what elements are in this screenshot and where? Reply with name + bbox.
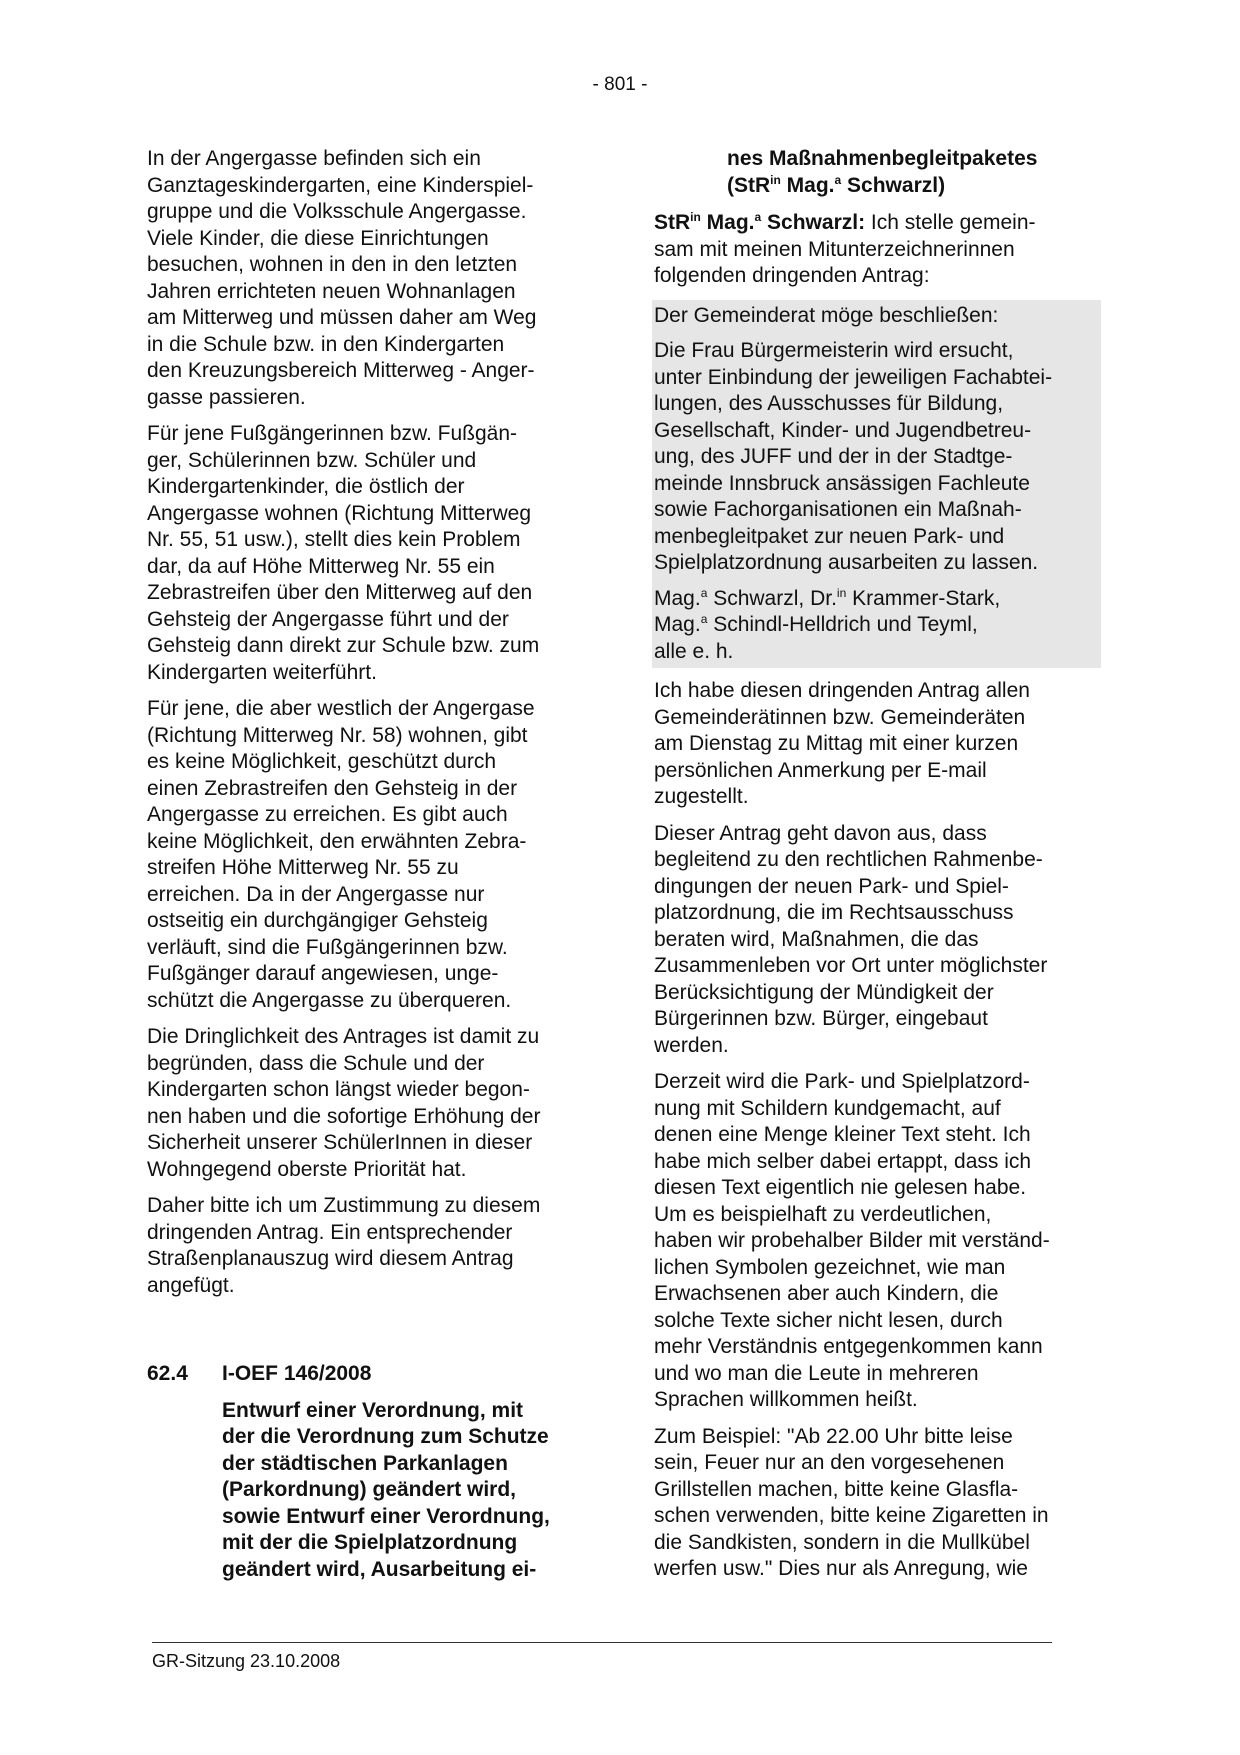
motion-box bbox=[652, 300, 1101, 669]
paragraph: Für jene Fußgängerinnen bzw. Fußgän- ger, Schülerinnen bzw. Schüler und Kindergartenkinder, die östlich der Angergasse wohnen (Richtung Mitterweg Nr. 55, 51 usw.), stellt dies kein Problem dar, da auf Höhe Mitterweg Nr. 55 ein Zebrastreifen über den Mitterweg auf den Gehsteig der Angergasse führt und der Gehsteig dann direkt zur Schule bzw. zum Kindergarten weiterführt. bbox=[147, 422, 540, 684]
paragraph: Ich habe diesen dringenden Antrag allen Gemeinderätinnen bzw. Gemeinderäten am Dienstag zu Mittag mit einer kurzen persönlichen Anmerkung per E-mail zugestellt. bbox=[654, 679, 1030, 808]
motion-signatures: Mag.$^a$ Schwarzl, Dr.$^{in}$ Krammer-Stark, Mag.$^a$ Schindl-Helldrich und Teyml, alle e. h. bbox=[654, 585, 1001, 663]
agenda-code: I-OEF 146/2008 bbox=[222, 1362, 372, 1385]
paragraph: Dieser Antrag geht davon aus, dass begleitend zu den rechtlichen Rahmenbe- dingungen der neuen Park- und Spiel- platzordnung, die im Rechtsausschuss beraten wird, Maßnahmen, die das Zusammenleben vor Ort unter möglichster Berücksichtigung der Mündigkeit der Bürgerinnen bzw. Bürger, eingebaut werden. bbox=[654, 821, 1048, 1057]
left-column bbox=[147, 146, 597, 1583]
agenda-number: 62.4 bbox=[147, 1362, 188, 1385]
paragraph: Derzeit wird die Park- und Spielplatzord- nung mit Schildern kundgemacht, auf denen eine Menge kleiner Text steht. Ich habe mich selber dabei ertappt, dass ich diesen Text eigentlich nie gelesen habe. Um es beispielhaft zu verdeutlichen, haben wir probehalber Bilder mit verständ- lichen Symbolen gezeichnet, wie man Erwachsenen aber auch Kindern, die solche Texte sicher nicht lesen, durch mehr Verständnis entgegenkommen kann und wo man die Leute in mehreren Sprachen willkommen heißt. bbox=[654, 1070, 1050, 1411]
motion-body: Die Frau Bürgermeisterin wird ersucht, unter Einbindung der jeweiligen Fachabtei- lungen, des Ausschusses für Bildung, Gesellschaft, Kinder- und Jugendbetreu- ung, des JUFF und der in der Stadtge- meinde Innsbruck ansässigen Fachleute sowie Fachorganisationen ein Maßnah- menbegleitpaket zur neuen Park- und Spielplatzordnung ausarbeiten zu lassen. bbox=[654, 339, 1053, 574]
agenda-title-continued: nes Maßnahmenbegleitpaketes (StR$^{in}$ Mag.$^a$ Schwarzl) bbox=[727, 147, 1038, 197]
speaker-name: StR$^{in}$ Mag.$^a$ Schwarzl: bbox=[654, 210, 866, 234]
speaker-paragraph: StR$^{in}$ Mag.$^a$ Schwarzl: Ich stelle gemein- sam mit meinen Mitunterzeichnerinnen folgenden dringenden Antrag: bbox=[654, 210, 1036, 287]
paragraph: Für jene, die aber westlich der Angergase (Richtung Mitterweg Nr. 58) wohnen, gibt es keine Möglichkeit, geschützt durch einen Zebrastreifen den Gehsteig in der Angergasse zu erreichen. Es gibt auch keine Möglichkeit, den erwähnten Zebra- streifen Höhe Mitterweg Nr. 55 zu erreichen. Da in der Angergasse nur ostseitig ein durchgängiger Gehsteig verläuft, sind die Fußgängerinnen bzw. Fußgänger darauf angewiesen, unge- schützt die Angergasse zu überqueren. bbox=[147, 697, 535, 1012]
paragraph: Die Dringlichkeit des Antrages ist damit zu begründen, dass die Schule und der Kindergarten schon längst wieder begon- nen haben und die sofortige Erhöhung der Sicherheit unserer SchülerInnen in dieser Wohngegend oberste Priorität hat. bbox=[147, 1025, 541, 1181]
agenda-title: Entwurf einer Verordnung, mit der die Verordnung zum Schutze der städtischen Parkanlagen (Parkordnung) geändert wird, sowie Entwurf einer Verordnung, mit der die Spielplatzordnung geändert wird, Ausarbeitung ei- bbox=[222, 1398, 550, 1581]
page-number: - 801 - bbox=[592, 74, 648, 95]
footer-session-date: GR-Sitzung 23.10.2008 bbox=[152, 1651, 341, 1671]
paragraph: Zum Beispiel: "Ab 22.00 Uhr bitte leise sein, Feuer nur an den vorgesehenen Grillstellen machen, bitte keine Glasfla- schen verwenden, bitte keine Zigaretten in die Sandkisten, sondern in die Mullkübel werfen usw." Dies nur als Anregung, wie bbox=[654, 1424, 1049, 1580]
motion-intro: Der Gemeinderat möge beschließen: bbox=[654, 303, 999, 327]
paragraph: In der Angergasse befinden sich ein Ganztageskindergarten, eine Kinderspiel- gruppe und die Volksschule Angergasse. Viele Kinder, die diese Einrichtungen besuchen, wohnen in den in den letzten Jahren errichteten neuen Wohnanlagen am Mitterweg und müssen daher am Weg in die Schule bzw. in den Kindergarten den Kreuzungsbereich Mitterweg - Anger- gasse passieren. bbox=[147, 147, 537, 409]
right-column bbox=[654, 146, 1099, 1593]
footer-divider bbox=[152, 1642, 1052, 1643]
paragraph: Daher bitte ich um Zustimmung zu diesem dringenden Antrag. Ein entsprechender Straßenplanauszug wird diesem Antrag angefügt. bbox=[147, 1194, 541, 1297]
agenda-item bbox=[147, 1361, 597, 1583]
